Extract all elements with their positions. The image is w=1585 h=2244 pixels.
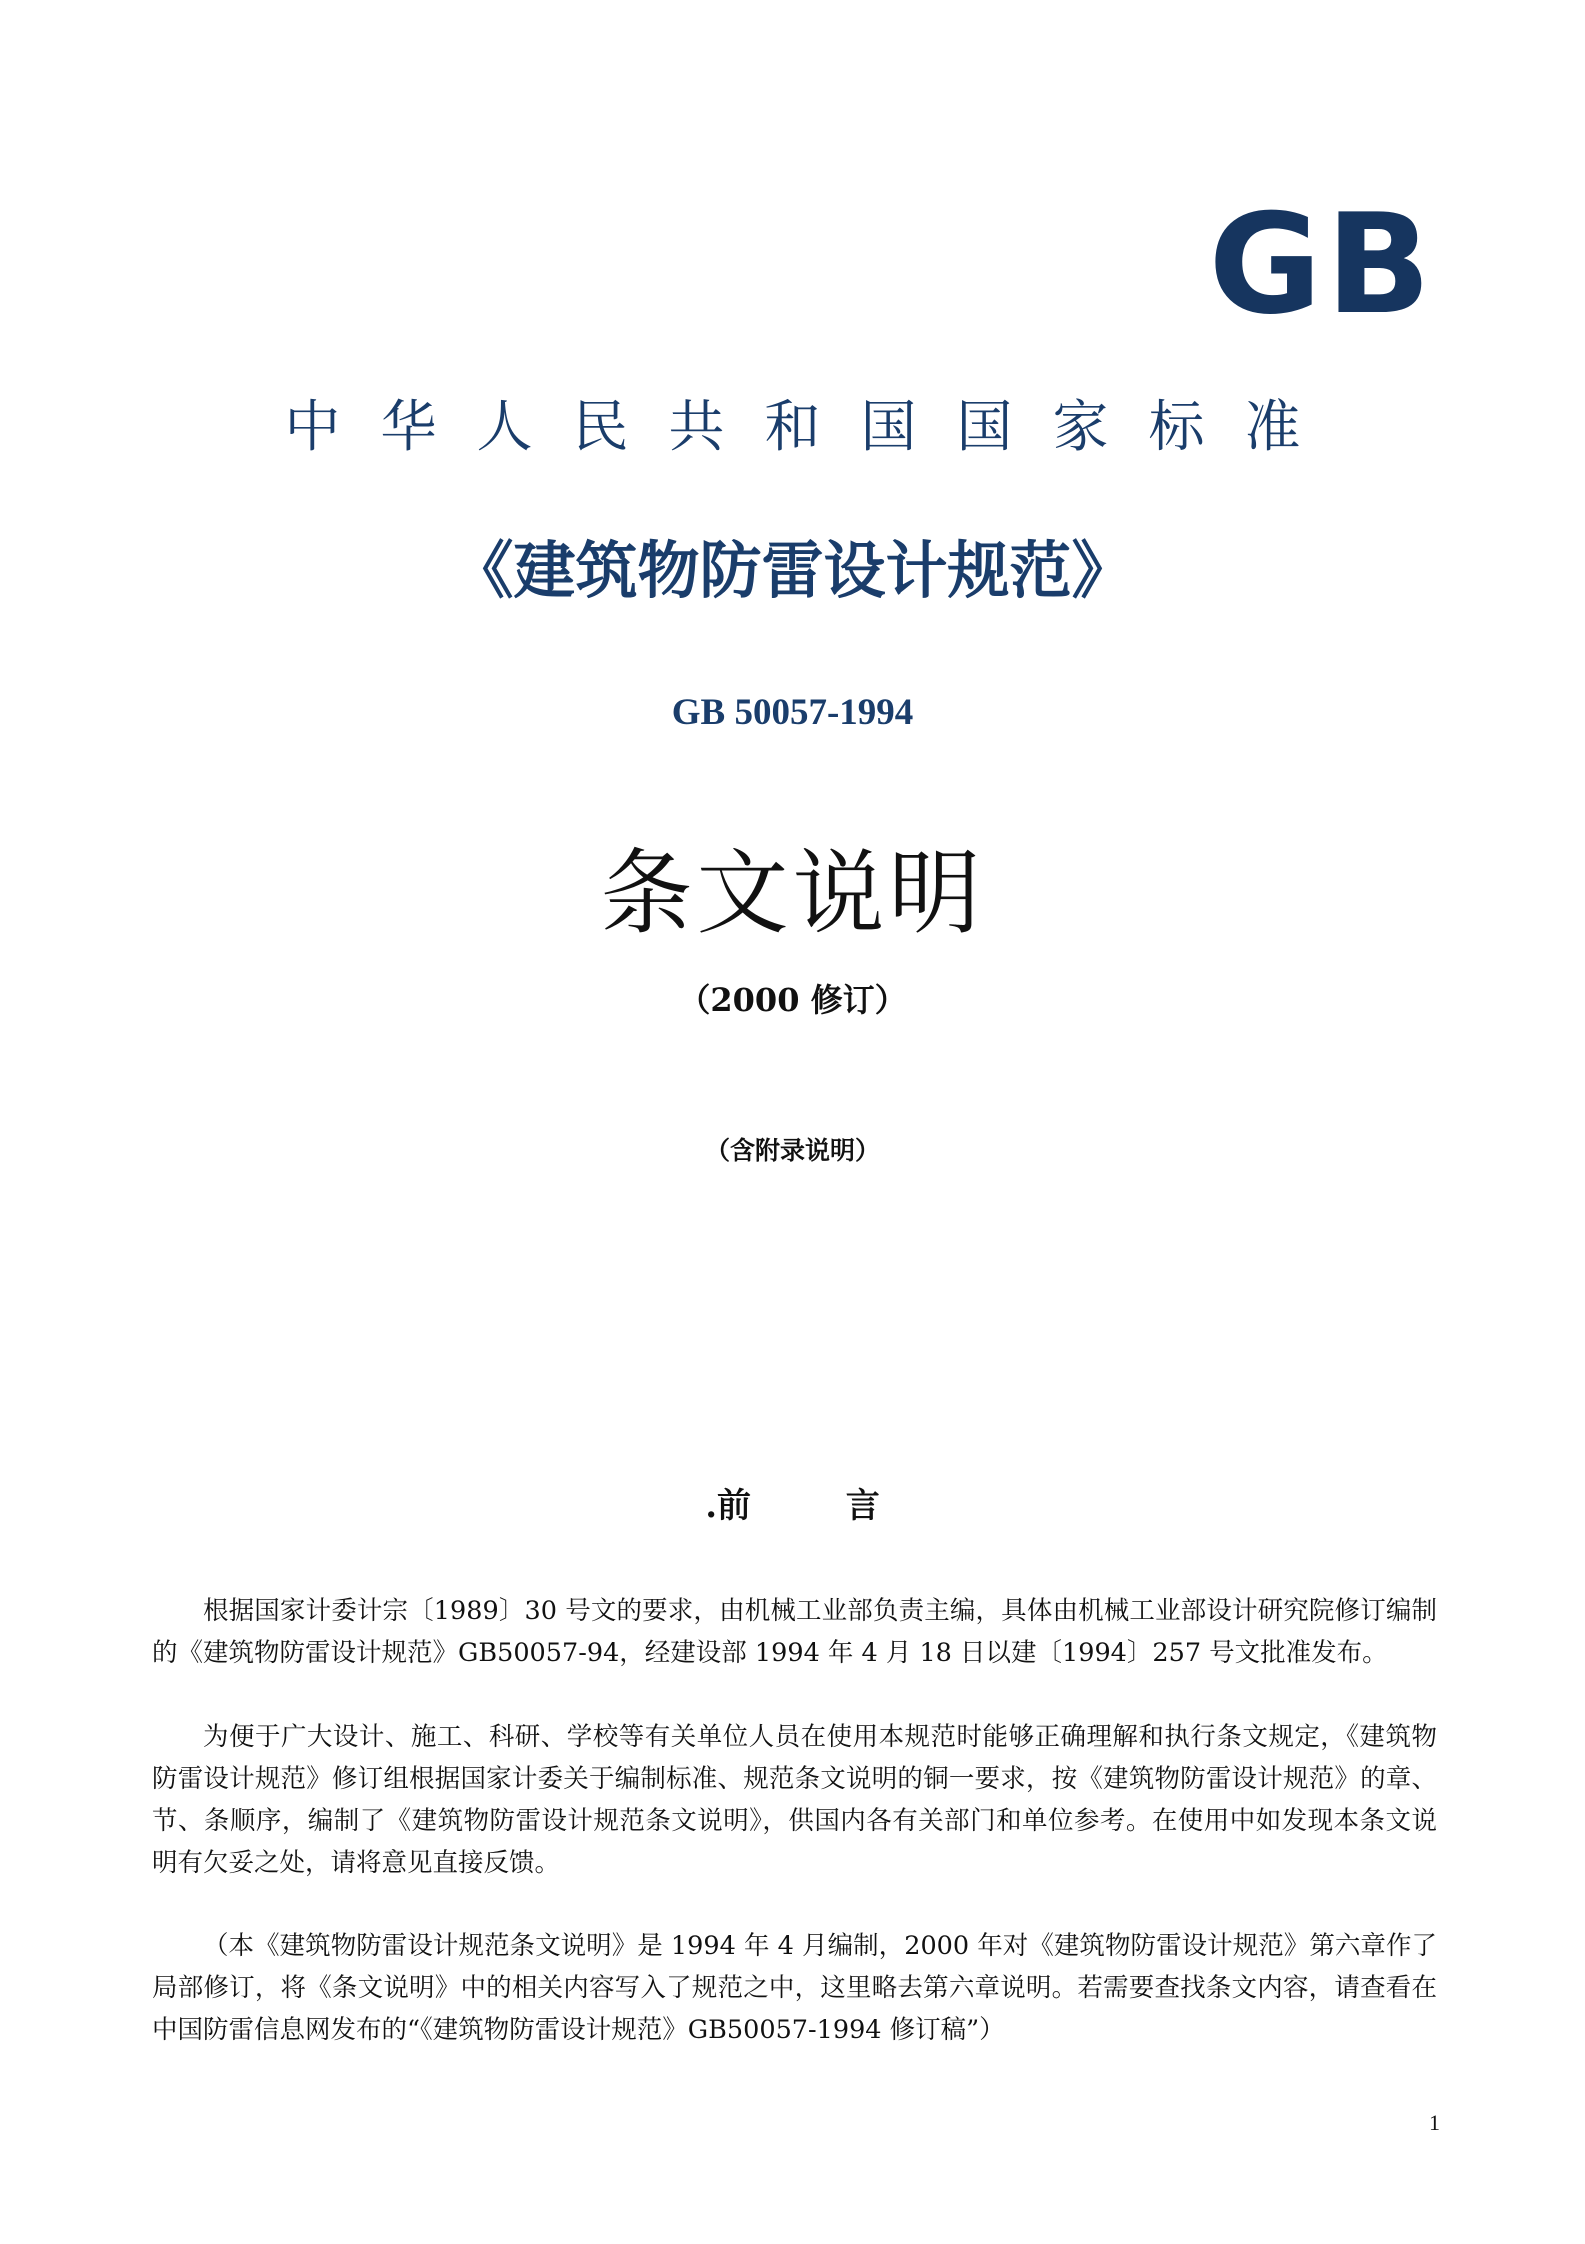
page-number: 1 [1429, 2110, 1440, 2135]
preface-heading: .前 言 [705, 1486, 880, 1526]
preface-paragraph: 为便于广大设计、施工、科研、学校等有关单位人员在使用本规范时能够正确理解和执行条文规定，《建筑物防雷设计规范》修订组根据国家计委关于编制标准、规范条文说明的铜一要求，按《建筑物防雷设计规范》的章、节、条顺序，编制了《建筑物防雷设计规范条文说明》，供国内各有关部门和单位参考。在使用中如发现本条文说明有欠妥之处，请将意见直接反馈。 [152, 1722, 1437, 1878]
preface-paragraph: 根据国家计委计宗〔1989〕30 号文的要求，由机械工业部负责主编，具体由机械工业部设计研究院修订编制的《建筑物防雷设计规范》GB50057-94，经建设部 1994 年 4 月 18 日以建〔1994〕257 号文批准发布。 [152, 1596, 1437, 1668]
appendix-note: （含附录说明） [704, 1136, 880, 1165]
national-standard-title: 中华人民共和国国家标准 [284, 395, 1341, 460]
spec-title: 《建筑物防雷设计规范》 [451, 534, 1134, 607]
gb-logo: GB [1208, 184, 1435, 345]
revision-note: （2000 修订） [678, 981, 907, 1019]
document-title: 条文说明 [600, 840, 985, 947]
preface-paragraph: （本《建筑物防雷设计规范条文说明》是 1994 年 4 月编制，2000 年对《建筑物防雷设计规范》第六章作了局部修订，将《条文说明》中的相关内容写入了规范之中，这里略去第六章说明。若需要查找条文内容，请查看在中国防雷信息网发布的“《建筑物防雷设计规范》GB50057-1994 修订稿”） [152, 1931, 1437, 2045]
standard-code: GB 50057-1994 [671, 692, 914, 733]
